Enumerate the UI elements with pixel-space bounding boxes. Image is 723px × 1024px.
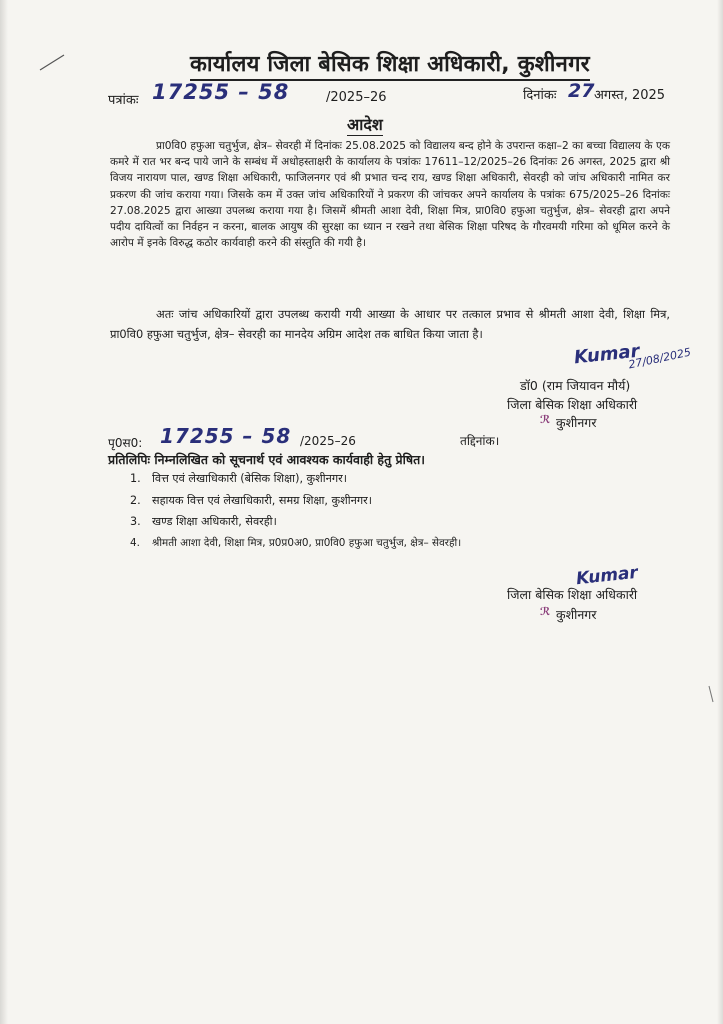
order-paragraph-2: अतः जांच अधिकारियों द्वारा उपलब्ध करायी गयी आख्या के आधार पर तत्काल प्रभाव से श्रीमती आशा देवी, शिक्षा मित्र, प्रा0वि0 हफुआ चतुर्भुज, क्षेत्र– सेवरही का मानदेय अग्रिम आदेश तक बाधित किया जाता है। bbox=[110, 307, 670, 341]
office-title: कार्यालय जिला बेसिक शिक्षा अधिकारी, कुशीनगर bbox=[190, 48, 590, 81]
signatory-designation-1: जिला बेसिक शिक्षा अधिकारी bbox=[507, 397, 638, 412]
signature-scribble-2: Kumar bbox=[575, 562, 639, 590]
date-rest: अगस्त, 2025 bbox=[594, 88, 666, 103]
signatory-name: डॉ0 (राम जियावन मौर्य) bbox=[520, 378, 631, 393]
date-label: दिनांकः bbox=[523, 88, 557, 103]
list-item: 3. खण्ड शिक्षा अधिकारी, सेवरही। bbox=[130, 515, 277, 528]
endorsement-year: /2025–26 bbox=[300, 434, 356, 448]
endorsement-number: 17255 – 58 bbox=[160, 424, 292, 448]
list-item: 2. सहायक वित्त एवं लेखाधिकारी, समग्र शिक्षा, कुशीनगर। bbox=[130, 493, 372, 507]
list-item: 1. वित्त एवं लेखाधिकारी (बेसिक शिक्षा), कुशीनगर। bbox=[130, 472, 347, 485]
endorsement-label: पृ0स0: bbox=[108, 436, 143, 450]
pen-mark-icon bbox=[38, 52, 68, 72]
endorsement-date: तद्दिनांक। bbox=[460, 434, 500, 448]
letter-year: /2025–26 bbox=[326, 90, 387, 105]
date-day: 27 bbox=[568, 80, 595, 102]
copy-to-list bbox=[130, 471, 461, 557]
order-title: आदेश bbox=[347, 115, 383, 134]
signature-date-1: 27/08/2025 bbox=[627, 345, 693, 372]
copy-to-title: प्रतिलिपिः निम्नलिखित को सूचनार्थ एवं आवश्यक कार्यवाही हेतु प्रेषित। bbox=[108, 452, 425, 467]
order-paragraph-1: प्रा0वि0 हफुआ चतुर्भुज, क्षेत्र– सेवरही में दिनांकः 25.08.2025 को विद्यालय बन्द होने के उपरान्त कक्षा–2 का बच्चा विद्यालय के एक कमरे में रात भर बन्द पाये जाने के सम्बंध में अधोहस्ताक्षरी के कार्यालय के पत्रांकः 17611–12/2025–26 दिनांकः 26 अगस्त, 2025 द्वारा श्री विजय नारायण पाल, खण्ड शिक्षा अधिकारी, फाजिलनगर एवं श्री प्रभात चन्द राय, खण्ड शिक्षा अधिकारी, सेवरही को जांच अधिकारी नामित कर प्रकरण की जांच कराया गया। जिसके कम में उक्त जांच अधिकारियों ने प्रकरण की जांचकर अपने कार्यालय के पत्रांकः 675/2025–26 दिनांकः 27.08.2025 द्वारा आख्या उपलब्ध कराया गया है। जिसमें श्रीमती आशा देवी, शिक्षा मित्र, प्रा0वि0 हफुआ चतुर्भुज, क्षेत्र– सेवरही द्वारा अपने पदीय दायित्वों का निर्वहन न करना, बालक आयुष की सुरक्षा का ध्यान न रखने तथा बेसिक शिक्षा परिषद के गौरवमयी गरिमा को धूमिल करने के आरोप में इनके विरुद्ध कठोर कार्यवाही करने की संस्तुति की गयी है। bbox=[110, 140, 670, 250]
scan-shadow-left bbox=[0, 0, 8, 1024]
scan-shadow-right bbox=[717, 0, 723, 1024]
margin-mark-icon bbox=[706, 684, 716, 704]
signatory-place-2: कुशीनगर bbox=[556, 607, 597, 622]
signature-scribble-1: Kumar bbox=[573, 340, 641, 369]
letter-no-value: 17255 – 58 bbox=[152, 80, 290, 104]
initials-mark-2-icon: ℛ bbox=[540, 605, 551, 618]
letter-no-label: पत्रांकः bbox=[108, 93, 139, 108]
signatory-designation-2: जिला बेसिक शिक्षा अधिकारी bbox=[507, 587, 638, 602]
signatory-place-1: कुशीनगर bbox=[556, 415, 597, 430]
list-item: 4. श्रीमती आशा देवी, शिक्षा मित्र, प्र0प्र0अ0, प्रा0वि0 हफुआ चतुर्भुज, क्षेत्र– सेवरही। bbox=[130, 536, 462, 549]
initials-mark-1-icon: ℛ bbox=[540, 413, 551, 426]
